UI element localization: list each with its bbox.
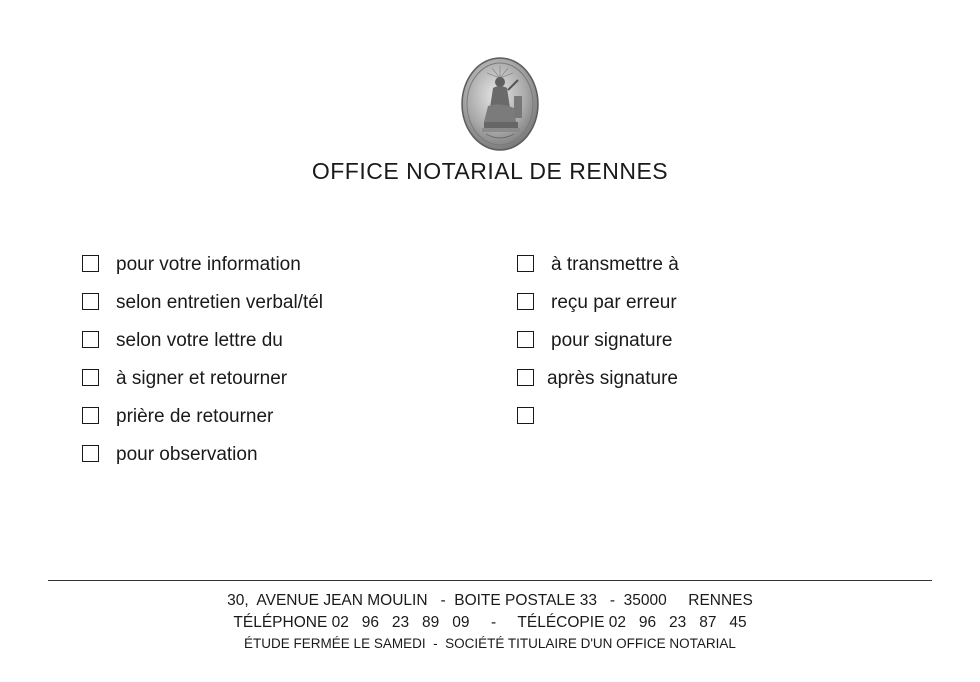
footer-phone: TÉLÉPHONE 02 96 23 89 09 - TÉLÉCOPIE 02 96 23 87 45 — [233, 614, 747, 631]
checkbox-label: selon votre lettre du — [116, 330, 283, 351]
checklist-item[interactable] — [517, 246, 679, 284]
checklist-item[interactable] — [517, 360, 679, 398]
checklist-item[interactable] — [82, 360, 323, 398]
checkbox[interactable] — [82, 293, 99, 310]
notarial-seal-icon — [460, 56, 540, 152]
checkbox[interactable] — [82, 445, 99, 462]
checkbox[interactable] — [82, 407, 99, 424]
checkbox-label: après signature — [547, 368, 678, 389]
checkbox[interactable] — [517, 369, 534, 386]
footer-divider — [48, 580, 932, 581]
checklist-item[interactable] — [82, 436, 323, 474]
checkbox-label: pour votre information — [116, 254, 301, 275]
checkbox-label: selon entretien verbal/tél — [116, 292, 324, 313]
checkbox-label: prière de retourner — [116, 406, 274, 427]
checklist-item[interactable] — [82, 246, 323, 284]
office-title: OFFICE NOTARIAL DE RENNES — [311, 158, 669, 184]
checklist-item[interactable] — [82, 398, 323, 436]
footer-address: 30, AVENUE JEAN MOULIN - BOITE POSTALE 33 - 35000 RENNES — [227, 592, 753, 609]
checkbox[interactable] — [517, 255, 534, 272]
checkbox[interactable] — [517, 407, 534, 424]
checkbox-label: reçu par erreur — [551, 292, 677, 313]
footer-notice: ÉTUDE FERMÉE LE SAMEDI - SOCIÉTÉ TITULAIRE D'UN OFFICE NOTARIAL — [244, 636, 736, 651]
checkbox[interactable] — [82, 331, 99, 348]
checklist-item[interactable] — [82, 284, 323, 322]
checkbox-label: à transmettre à — [551, 254, 679, 275]
checkbox[interactable] — [82, 369, 99, 386]
checklist-right-column — [517, 246, 679, 436]
checkbox[interactable] — [517, 331, 534, 348]
checkbox-label: à signer et retourner — [116, 368, 288, 389]
checkbox-label: pour signature — [551, 330, 673, 351]
checklist-item-blank[interactable] — [517, 398, 679, 436]
checkbox[interactable] — [517, 293, 534, 310]
checkbox[interactable] — [82, 255, 99, 272]
checklist-left-column — [82, 246, 323, 474]
checklist-item[interactable] — [82, 322, 323, 360]
checklist-item[interactable] — [517, 284, 679, 322]
checkbox-label: pour observation — [116, 444, 258, 465]
checklist-item[interactable] — [517, 322, 679, 360]
